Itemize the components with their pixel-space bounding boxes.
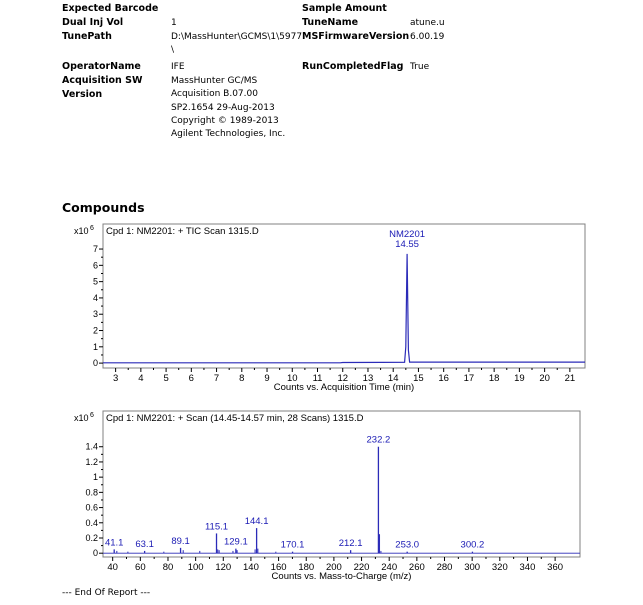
meta-label: OperatorName bbox=[62, 61, 141, 72]
y-tick-label: 6 bbox=[92, 260, 98, 271]
peak-annotation: 14.55 bbox=[395, 238, 419, 250]
x-tick-label: 7 bbox=[213, 373, 220, 384]
meta-label: Sample Amount bbox=[302, 3, 387, 14]
y-tick-label: 0 bbox=[92, 548, 98, 559]
x-tick-label: 4 bbox=[138, 373, 144, 384]
x-tick-label: 17 bbox=[463, 373, 475, 384]
chart-title: Cpd 1: NM2201: + TIC Scan 1315.D bbox=[106, 226, 259, 237]
meta-value: MassHunter GC/MS bbox=[171, 76, 258, 86]
end-of-report: --- End Of Report --- bbox=[62, 588, 151, 598]
meta-value: Copyright © 1989-2013 bbox=[171, 115, 279, 126]
meta-value: 6.00.19 bbox=[410, 32, 445, 42]
x-tick-label: 20 bbox=[539, 373, 550, 384]
x-tick-label: 14 bbox=[387, 373, 399, 384]
peak-label: 63.1 bbox=[135, 538, 154, 550]
x-axis-label: Counts vs. Acquisition Time (min) bbox=[273, 382, 415, 393]
x-tick-label: 360 bbox=[547, 562, 564, 573]
x-tick-label: 6 bbox=[188, 373, 194, 384]
y-tick-label: 0.4 bbox=[85, 517, 98, 528]
y-tick-label: 2 bbox=[92, 325, 98, 336]
x-tick-label: 180 bbox=[298, 562, 315, 573]
x-tick-label: 140 bbox=[243, 562, 259, 573]
peak-label: 232.2 bbox=[366, 434, 391, 446]
multiplier-label: x10 bbox=[74, 413, 89, 423]
peak-label: 300.2 bbox=[460, 539, 485, 551]
x-tick-label: 3 bbox=[112, 373, 119, 384]
meta-value: True bbox=[410, 62, 430, 72]
meta-value: SP2.1654 29-Aug-2013 bbox=[171, 102, 275, 113]
peak-label: 170.1 bbox=[280, 539, 305, 551]
meta-value: D:\MassHunter\GCMS\1\5977 bbox=[171, 32, 303, 42]
peak-label: 144.1 bbox=[244, 516, 269, 528]
x-tick-label: 220 bbox=[353, 562, 370, 573]
x-tick-label: 10 bbox=[286, 373, 298, 384]
mass-spectrum-chart bbox=[0, 408, 643, 584]
x-tick-label: 260 bbox=[408, 562, 425, 573]
section-title: Compounds bbox=[62, 200, 145, 215]
meta-label: TuneName bbox=[302, 17, 359, 28]
meta-value: Acquisition B.07.00 bbox=[171, 89, 258, 100]
x-tick-label: 9 bbox=[264, 373, 270, 384]
x-tick-label: 100 bbox=[187, 562, 204, 573]
y-tick-label: 1.2 bbox=[85, 456, 98, 467]
peak-label: 212.1 bbox=[338, 538, 363, 550]
peak-label: 89.1 bbox=[171, 535, 190, 547]
x-tick-label: 160 bbox=[270, 562, 287, 573]
x-tick-label: 18 bbox=[488, 373, 500, 384]
x-tick-label: 320 bbox=[491, 562, 508, 573]
peak-annotation: NM2201 bbox=[389, 228, 426, 240]
x-tick-label: 19 bbox=[514, 373, 525, 384]
meta-label: Version bbox=[62, 89, 103, 100]
meta-label: TunePath bbox=[62, 31, 112, 42]
y-tick-label: 1 bbox=[92, 341, 98, 352]
x-tick-label: 5 bbox=[163, 373, 169, 384]
multiplier-exponent: 6 bbox=[90, 225, 94, 232]
tic-chromatogram-chart bbox=[0, 222, 643, 400]
meta-label: Dual Inj Vol bbox=[62, 17, 124, 28]
meta-value: IFE bbox=[171, 62, 185, 72]
x-tick-label: 340 bbox=[519, 562, 536, 573]
x-axis-label: Counts vs. Mass-to-Charge (m/z) bbox=[271, 571, 412, 582]
tic-trace bbox=[103, 254, 585, 363]
multiplier-label: x10 bbox=[74, 226, 89, 236]
x-tick-label: 240 bbox=[381, 562, 398, 573]
x-tick-label: 15 bbox=[413, 373, 424, 384]
y-tick-label: 0 bbox=[92, 358, 98, 369]
x-tick-label: 80 bbox=[162, 562, 174, 573]
meta-value: 1 bbox=[171, 18, 177, 28]
y-tick-label: 0.2 bbox=[85, 532, 98, 543]
multiplier-exponent: 6 bbox=[90, 412, 94, 419]
meta-label: RunCompletedFlag bbox=[302, 61, 404, 72]
peak-label: 129.1 bbox=[223, 536, 248, 548]
meta-value: \ bbox=[171, 45, 175, 56]
x-tick-label: 300 bbox=[464, 562, 481, 573]
x-tick-label: 21 bbox=[564, 373, 576, 384]
y-tick-label: 3 bbox=[92, 309, 98, 320]
y-tick-label: 1.4 bbox=[85, 441, 98, 452]
x-tick-label: 11 bbox=[312, 373, 323, 384]
y-tick-label: 1 bbox=[92, 472, 98, 483]
meta-value: Agilent Technologies, Inc. bbox=[171, 129, 286, 140]
y-tick-label: 4 bbox=[92, 292, 98, 303]
x-tick-label: 13 bbox=[362, 373, 374, 384]
meta-value: atune.u bbox=[410, 18, 445, 28]
x-tick-label: 12 bbox=[337, 373, 349, 384]
peak-label: 253.0 bbox=[395, 539, 420, 551]
y-tick-label: 7 bbox=[92, 244, 98, 255]
peak-label: 115.1 bbox=[204, 521, 229, 533]
x-tick-label: 60 bbox=[135, 562, 146, 573]
peak-label: 41.1 bbox=[104, 537, 124, 549]
x-tick-label: 16 bbox=[438, 373, 449, 384]
x-tick-label: 40 bbox=[107, 562, 118, 573]
x-tick-label: 200 bbox=[325, 562, 342, 573]
plot-frame bbox=[103, 224, 585, 368]
chart-title: Cpd 1: NM2201: + Scan (14.45-14.57 min, 28 Scans) 1315.D bbox=[106, 413, 364, 424]
y-tick-label: 0.8 bbox=[85, 487, 98, 498]
x-tick-label: 280 bbox=[436, 562, 453, 573]
meta-label: MSFirmwareVersion bbox=[302, 31, 410, 42]
y-tick-label: 0.6 bbox=[85, 502, 98, 513]
meta-label: Expected Barcode bbox=[62, 3, 159, 14]
x-tick-label: 120 bbox=[215, 562, 232, 573]
meta-label: Acquisition SW bbox=[62, 75, 143, 86]
x-tick-label: 8 bbox=[239, 373, 245, 384]
y-tick-label: 5 bbox=[92, 276, 98, 287]
